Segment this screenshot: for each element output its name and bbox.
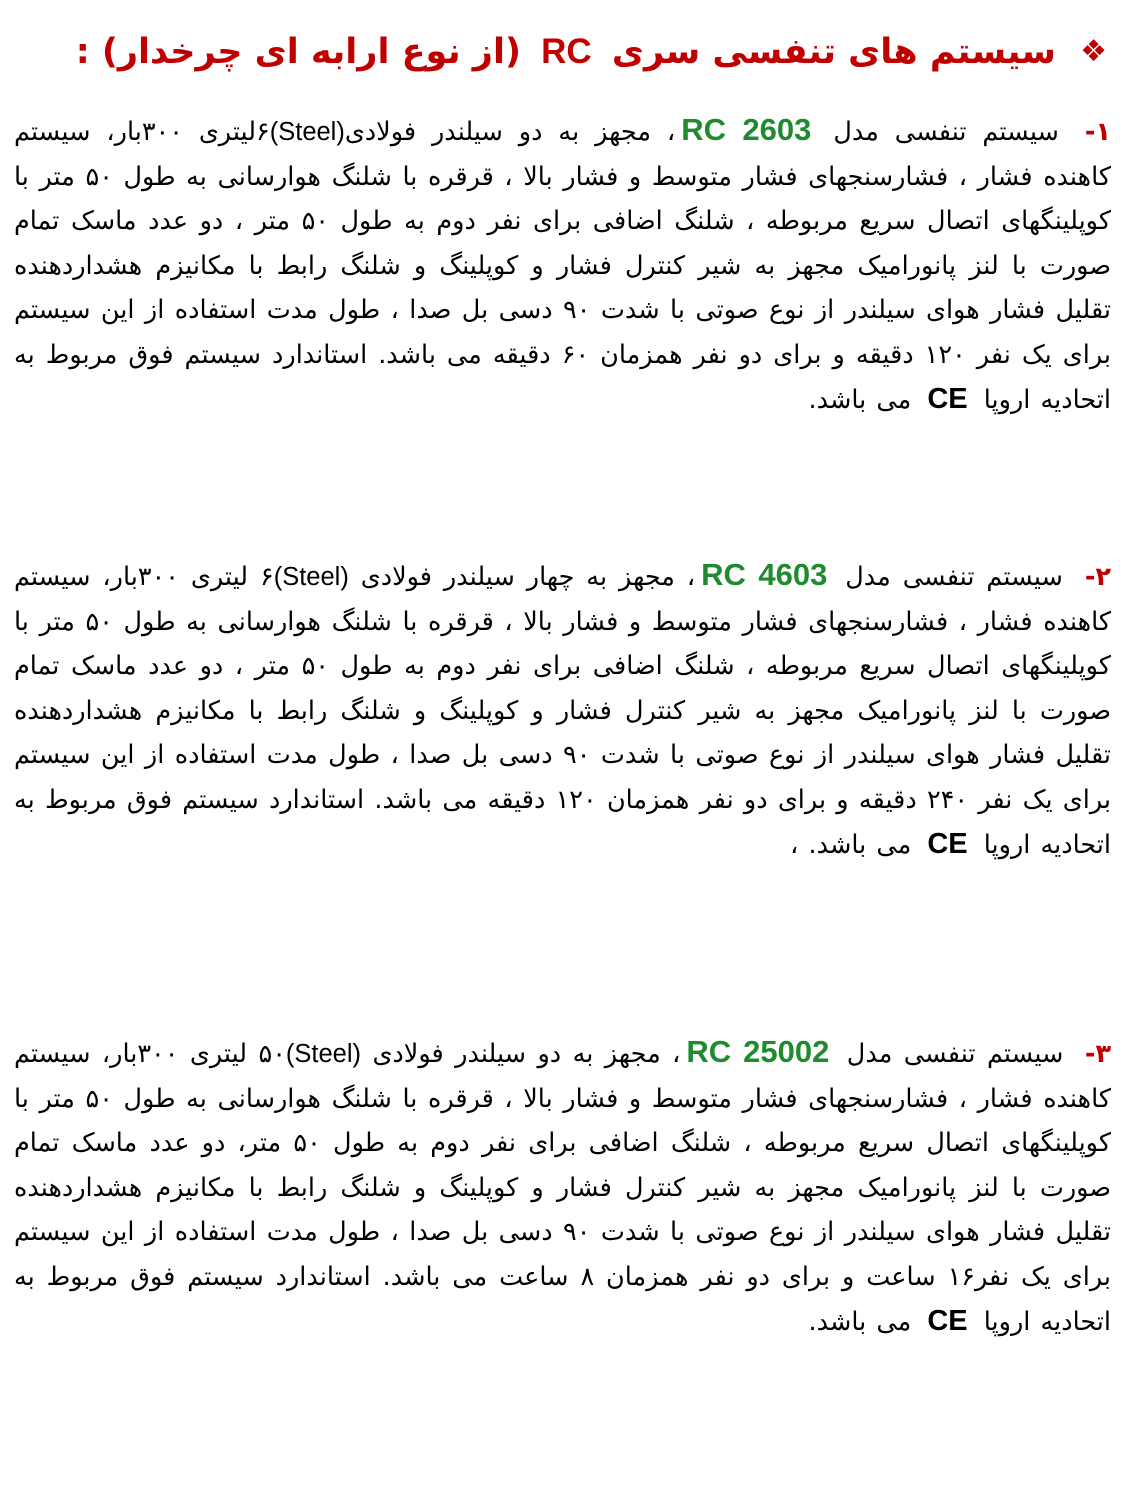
product-paragraph-2 [14, 553, 1111, 868]
item-after-model: ، مجهز به چهار سیلندر فولادی [360, 562, 696, 592]
item-number: ۳- [1084, 1039, 1112, 1069]
item-body: ۶لیتری ۳۰۰بار، سیستم کاهنده فشار ، فشارسنجهای فشار متوسط و فشار بالا ، قرقره با شلنگ هوارسانی به طول ۵۰ متر با کوپلینگهای اتصال سریع مربوطه ، شلنگ اضافی برای نفر دوم به طول ۵۰ متر ، دو عدد ماسک تمام صورت با لنز پانورامیک مجهز به شیر کنترل فشار و کوپلینگ و شلنگ رابط با مکانیزم هشداردهنده تقلیل فشار هوای سیلندر از نوع صوتی با شدت ۹۰ دسی بل صدا ، طول مدت استفاده از این سیستم برای یک نفر ۱۲۰ دقیقه و برای دو نفر همزمان ۶۰ دقیقه می باشد. استاندارد سیستم فوق مربوط به اتحادیه اروپا [14, 117, 1112, 415]
steel-label: (Steel) [285, 1040, 362, 1068]
ce-mark: CE [927, 828, 968, 860]
item-after-model: ، مجهز به دو سیلندر فولادی [372, 1039, 681, 1069]
heading-series: RC [541, 32, 592, 71]
item-ending: می باشد. ، [790, 830, 912, 860]
product-paragraph-1 [14, 108, 1111, 423]
steel-label: (Steel) [273, 563, 349, 591]
heading-text-before: سیستم های تنفسی سری [611, 32, 1056, 72]
item-number: ۲- [1084, 562, 1112, 592]
model-code: RC 25002 [686, 1034, 830, 1069]
item-intro: سیستم تنفسی مدل [845, 562, 1063, 592]
steel-label: (Steel) [269, 118, 345, 146]
item-ending: می باشد. [808, 1307, 912, 1337]
item-ending: می باشد. [808, 385, 912, 415]
ce-mark: CE [927, 383, 968, 415]
item-after-model: ، مجهز به دو سیلندر فولادی [344, 117, 676, 147]
item-number: ۱- [1084, 117, 1112, 147]
model-code: RC 2603 [681, 112, 812, 147]
item-intro: سیستم تنفسی مدل [833, 117, 1059, 147]
heading-text-after: (از نوع ارابه ای چرخدار) : [75, 32, 521, 72]
item-body: ۶ لیتری ۳۰۰بار، سیستم کاهنده فشار ، فشارسنجهای فشار متوسط و فشار بالا ، قرقره با شلنگ هوارسانی به طول ۵۰ متر با کوپلینگهای اتصال سریع مربوطه ، شلنگ اضافی برای نفر دوم به طول ۵۰ متر ، دو عدد ماسک تمام صورت با لنز پانورامیک مجهز به شیر کنترل فشار و کوپلینگ و شلنگ رابط با مکانیزم هشداردهنده تقلیل فشار هوای سیلندر از نوع صوتی با شدت ۹۰ دسی بل صدا ، طول مدت استفاده از این سیستم برای یک نفر ۲۴۰ دقیقه و برای دو نفر همزمان ۱۲۰ دقیقه می باشد. استاندارد سیستم فوق مربوط به اتحادیه اروپا [14, 562, 1112, 860]
ce-mark: CE [927, 1305, 968, 1337]
product-paragraph-3 [14, 1030, 1111, 1345]
section-heading [18, 22, 1107, 82]
model-code: RC 4603 [701, 557, 828, 592]
item-intro: سیستم تنفسی مدل [846, 1039, 1064, 1069]
diamond-bullet-icon: ❖ [1080, 34, 1107, 69]
item-body: ۵۰ لیتری ۳۰۰بار، سیستم کاهنده فشار ، فشارسنجهای فشار متوسط و فشار بالا ، قرقره با شلنگ هوارسانی به طول ۵۰ متر با کوپلینگهای اتصال سریع مربوطه ، شلنگ اضافی برای نفر دوم به طول ۵۰ متر، دو عدد ماسک تمام صورت با لنز پانورامیک مجهز به شیر کنترل فشار و کوپلینگ و شلنگ رابط با مکانیزم هشداردهنده تقلیل فشار هوای سیلندر از نوع صوتی با شدت ۹۰ دسی بل صدا ، طول مدت استفاده از این سیستم برای یک نفر۱۶ ساعت و برای دو نفر همزمان ۸ ساعت می باشد. استاندارد سیستم فوق مربوط به اتحادیه اروپا [14, 1039, 1111, 1337]
